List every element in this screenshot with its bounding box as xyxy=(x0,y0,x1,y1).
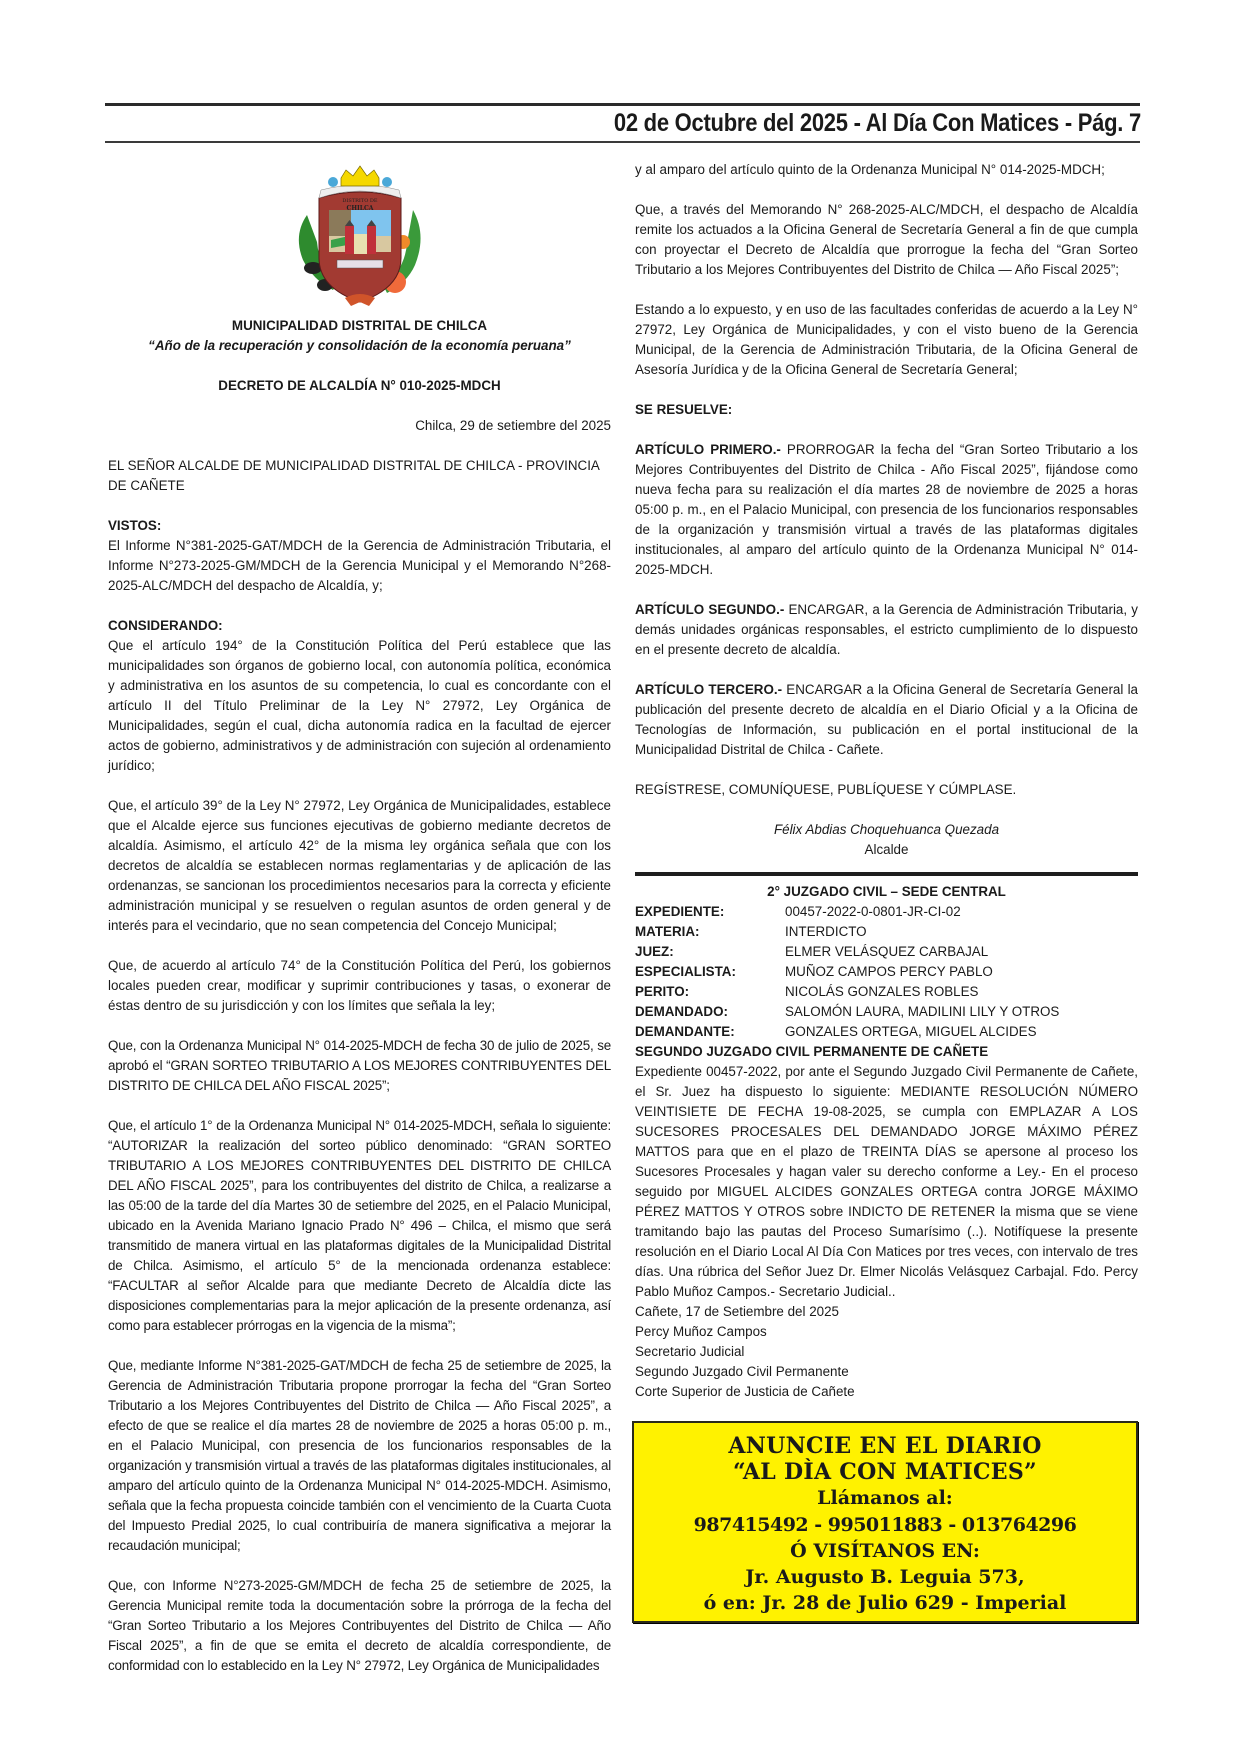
field-label: ESPECIALISTA: xyxy=(635,964,736,979)
year-motto: “Año de la recuperación y consolidación de la economía peruana” xyxy=(148,338,571,353)
ad-address-secondary: ó en: Jr. 28 de Julio 629 - Imperial xyxy=(703,1592,1067,1614)
estando-paragraph: Estando a lo expuesto, y en uso de las facultades conferidas de acuerdo a la Ley N° 27972, Ley Orgánica de Municipalidades, y con el visto bueno de la Gerencia Municipal, de la Gerencia de Administración Tributaria, de la Oficina General de Asesoría Jurídica y de la Oficina General de Secretaría General; xyxy=(635,302,1138,377)
court-field-row xyxy=(635,962,1138,982)
article-label: ARTÍCULO TERCERO.- xyxy=(635,682,783,697)
field-label: JUEZ: xyxy=(635,944,674,959)
court-closing-line: Cañete, 17 de Setiembre del 2025 xyxy=(635,1304,839,1319)
signatory-role: Alcalde xyxy=(864,842,909,857)
article-tercero xyxy=(635,680,1138,760)
court-title: 2° JUZGADO CIVIL – SEDE CENTRAL xyxy=(767,884,1006,899)
article-text: ENCARGAR, a la Gerencia de Administración Tributaria, y demás unidades orgánicas responsables, el estricto cumplimiento de lo dispuesto en el presente decreto de alcaldía. xyxy=(635,602,1138,657)
ad-call-label: Llámanos al: xyxy=(817,1487,953,1509)
field-value: NICOLÁS GONZALES ROBLES xyxy=(785,984,979,999)
decree-addressee: EL SEÑOR ALCALDE DE MUNICIPALIDAD DISTRITAL DE CHILCA - PROVINCIA DE CAÑETE xyxy=(108,458,600,493)
vistos-text: El Informe N°381-2025-GAT/MDCH de la Gerencia de Administración Tributaria, el Informe N°273-2025-GM/MDCH de la Gerencia Municipal y el Memorando N°268-2025-ALC/MDCH del despacho de Alcaldía, y; xyxy=(108,538,611,593)
svg-text:DISTRITO DE: DISTRITO DE xyxy=(341,198,378,204)
left-column xyxy=(108,160,611,1696)
court-field-row xyxy=(635,1002,1138,1022)
court-closing-line: Segundo Juzgado Civil Permanente xyxy=(635,1364,849,1379)
court-fields xyxy=(635,902,1138,1042)
ad-visit-label: Ó VISÍTANOS EN: xyxy=(790,1540,980,1562)
court-closing-line: Corte Superior de Justicia de Cañete xyxy=(635,1384,855,1399)
court-body: Expediente 00457-2022, por ante el Segundo Juzgado Civil Permanente de Cañete, el Sr. Juez ha dispuesto lo siguiente: MEDIANTE RESOLUCIÓN NÚMERO VEINTISIETE DE FECHA 19-08-2025, se cumpla con EMPLAZAR A LOS SUCESORES PROCESALES DEL DEMANDADO JORGE MÁXIMO PÉREZ MATTOS para que en el plazo de TREINTA DÍAS se apersone al proceso los Sucesores Procesales y hagan valer su derecho conforme a Ley.- En el proceso seguido por MIGUEL ALCIDES GONZALES ORTEGA contra JORGE MÁXIMO PÉREZ MATTOS Y OTROS sobre INDICTO DE RETENER la misma que se viene tramitando bajo las pautas del Proceso Sumarísimo (..). Notifíquese la presente resolución en el Diario Local Al Día Con Matices por tres veces, con intervalo de tres días. Una rúbrica del Señor Juez Dr. Elmer Nicolás Velásquez Carbajal. Fdo. Percy Pablo Muñoz Campos.- Secretario Judicial.. xyxy=(635,1064,1138,1299)
field-label: DEMANDADO: xyxy=(635,1004,728,1019)
court-subtitle: SEGUNDO JUZGADO CIVIL PERMANENTE DE CAÑETE xyxy=(635,1044,989,1059)
ad-address-primary: Jr. Augusto B. Leguia 573, xyxy=(745,1566,1025,1588)
vistos-heading: VISTOS: xyxy=(108,518,162,533)
article-text: ENCARGAR a la Oficina General de Secretaría General la publicación del presente decreto de alcaldía en el Diario Oficial y a la Oficina de Tecnologías de Información, su publicación en el portal institucional de la Municipalidad Distrital de Chilca - Cañete. xyxy=(635,682,1138,757)
field-value: ELMER VELÁSQUEZ CARBAJAL xyxy=(785,944,989,959)
court-field-row xyxy=(635,1022,1138,1042)
court-field-row xyxy=(635,942,1138,962)
header-bottom-rule xyxy=(105,141,1140,143)
memo-paragraph: Que, a través del Memorando N° 268-2025-ALC/MDCH, el despacho de Alcaldía remite los actuados a la Oficina General de Secretaría General a fin de que cumpla con proyectar el Decreto de Alcaldía que prorrogue la fecha del “Gran Sorteo Tributario a los Mejores Contribuyentes del Distrito de Chilca — Año Fiscal 2025”; xyxy=(635,202,1138,277)
considerando-paragraph: Que, el artículo 39° de la Ley N° 27972, Ley Orgánica de Municipalidades, establece que el Alcalde ejerce sus funciones ejecutivas de gobierno mediante decretos de alcaldía. Asimismo, el artículo 42° de la misma ley orgánica señala que con los decretos de alcaldía se establecen normas reglamentarias y de aplicación de las ordenanzas, se sancionan los procedimientos necesarios para la correcta y eficiente administración municipal y se resuelven o regulan asuntos de orden general y de interés para el vecindario, que no sean competencia del Concejo Municipal; xyxy=(108,798,611,933)
field-value: MUÑOZ CAMPOS PERCY PABLO xyxy=(785,964,993,979)
field-label: DEMANDANTE: xyxy=(635,1024,735,1039)
considerando-paragraph: Que, con Informe N°273-2025-GM/MDCH de fecha 25 de setiembre de 2025, la Gerencia Municipal remite toda la documentación sobre la prórroga de la fecha del “Gran Sorteo Tributario a los Mejores Contribuyentes del Distrito de Chilca — Año Fiscal 2025”, a fin de que se emita el decreto de alcaldía correspondiente, de conformidad con lo establecido en la Ley N° 27972, Ley Orgánica de Municipalidades xyxy=(108,1578,611,1673)
court-closing-line: Secretario Judicial xyxy=(635,1344,745,1359)
header-top-rule xyxy=(105,103,1140,106)
court-closing-line: Percy Muñoz Campos xyxy=(635,1324,767,1339)
field-label: MATERIA: xyxy=(635,924,700,939)
field-value: GONZALES ORTEGA, MIGUEL ALCIDES xyxy=(785,1024,1037,1039)
section-divider xyxy=(635,872,1138,876)
field-label: EXPEDIENTE: xyxy=(635,904,725,919)
considerando-paragraph: Que, mediante Informe N°381-2025-GAT/MDCH de fecha 25 de setiembre de 2025, la Gerencia de Administración Tributaria propone prorrogar la fecha del “Gran Sorteo Tributario a los Mejores Contribuyentes del Distrito de Chilca — Año Fiscal 2025”, a efecto de que se realice el día martes 28 de noviembre de 2025 a horas 05:00 p. m., en el Palacio Municipal, con presencia de los funcionarios responsables de la organización y transmisión virtual a través de las plataformas digitales institucionales, al amparo del artículo quinto de la Ordenanza Municipal N° 014-2025-MDCH. Asimismo, señala que la fecha propuesta coincide también con el vencimiento de la Cuarta Cuota del Impuesto Predial 2025, lo cual contribuiría de manera significativa a mejorar la recaudación municipal; xyxy=(108,1358,611,1553)
svg-text:CHILCA: CHILCA xyxy=(346,205,373,212)
field-value: INTERDICTO xyxy=(785,924,867,939)
article-label: ARTÍCULO PRIMERO.- xyxy=(635,442,781,457)
court-field-row xyxy=(635,902,1138,922)
considerando-heading: CONSIDERANDO: xyxy=(108,618,223,633)
organization-name: MUNICIPALIDAD DISTRITAL DE CHILCA xyxy=(231,318,488,333)
signatory-name: Félix Abdias Choquehuanca Quezada xyxy=(773,822,1000,837)
article-segundo xyxy=(635,600,1138,660)
considerando-paragraph: Que, con la Ordenanza Municipal N° 014-2025-MDCH de fecha 30 de julio de 2025, se aprobó el “GRAN SORTEO TRIBUTARIO A LOS MEJORES CONTRIBUYENTES DEL DISTRITO DE CHILCA DEL AÑO FISCAL 2025”; xyxy=(108,1038,611,1093)
article-primero xyxy=(635,440,1138,580)
article-label: ARTÍCULO SEGUNDO.- xyxy=(635,602,785,617)
decree-title: DECRETO DE ALCALDÍA N° 010-2025-MDCH xyxy=(218,378,501,393)
chilca-coat-of-arms-icon xyxy=(285,160,435,310)
page-header-title: 02 de Octubre del 2025 - Al Día Con Matices - Pág. 7 xyxy=(613,109,1141,137)
article-text: PRORROGAR la fecha del “Gran Sorteo Tributario a los Mejores Contribuyentes del Distrito de Chilca - Año Fiscal 2025”, fijándose como nueva fecha para su realización el día martes 28 de noviembre de 2025 a horas 05:00 p. m., en el Palacio Municipal, con presencia de los funcionarios responsables de la organización y transmisión virtual a través de las plataformas digitales institucionales, al amparo del artículo quinto de la Ordenanza Municipal N° 014-2025-MDCH. xyxy=(635,442,1138,577)
decree-date: Chilca, 29 de setiembre del 2025 xyxy=(415,418,611,433)
ad-headline: ANUNCIE EN EL DIARIO xyxy=(728,1433,1042,1459)
closing-formula: REGÍSTRESE, COMUNÍQUESE, PUBLÍQUESE Y CÚMPLASE. xyxy=(635,782,1017,797)
field-value: 00457-2022-0-0801-JR-CI-02 xyxy=(785,904,961,919)
court-field-row xyxy=(635,982,1138,1002)
continuation-text: y al amparo del artículo quinto de la Ordenanza Municipal N° 014-2025-MDCH; xyxy=(635,162,1105,177)
considerando-paragraph: Que el artículo 194° de la Constitución Política del Perú establece que las municipalidades son órganos de gobierno local, con autonomía política, económica y administrativa en los asuntos de su competencia, lo cual es concordante con el artículo II del Título Preliminar de la Ley N° 27972, Ley Orgánica de Municipalidades, según el cual, dicha autonomía radica en la facultad de ejercer actos de gobierno, administrativos y de administración con sujeción al ordenamiento jurídico; xyxy=(108,638,611,773)
advertisement-box xyxy=(632,1421,1138,1623)
field-value: SALOMÓN LAURA, MADILINI LILY Y OTROS xyxy=(785,1004,1060,1019)
resuelve-heading: SE RESUELVE: xyxy=(635,402,733,417)
considerando-paragraph: Que, de acuerdo al artículo 74° de la Constitución Política del Perú, los gobiernos locales pueden crear, modificar y suprimir contribuciones y tasas, o exonerar de éstas dentro de su jurisdicción y con los límites que señala la ley; xyxy=(108,958,611,1013)
ad-phone-numbers: 987415492 - 995011883 - 013764296 xyxy=(693,1514,1077,1536)
considerando-paragraph: Que, el artículo 1° de la Ordenanza Municipal N° 014-2025-MDCH, señala lo siguiente: “AUTORIZAR la realización del sorteo público denominado: “GRAN SORTEO TRIBUTARIO A LOS MEJORES CONTRIBUYENTES DEL DISTRITO DE CHILCA DEL AÑO FISCAL 2025”, para los contribuyentes del distrito de Chilca, a realizarse a las 05:00 de la tarde del día Martes 30 de setiembre del 2025, en el Palacio Municipal, ubicado en la Avenida Mariano Ignacio Prado N° 496 – Chilca, el mismo que será transmitido de manera virtual en las plataformas digitales de la Municipalidad Distrital de Chilca. Asimismo, el artículo 5° de la mencionada ordenanza establece: “FACULTAR al señor Alcalde para que mediante Decreto de Alcaldía dicte las disposiciones complementarias para la mejor aplicación de la presente ordenanza, así como para establecer prórrogas en la vigencia de la misma”; xyxy=(108,1118,611,1333)
court-field-row xyxy=(635,922,1138,942)
ad-newspaper-name: “AL DÌA CON MATICES” xyxy=(732,1459,1038,1485)
field-label: PERITO: xyxy=(635,984,690,999)
right-column xyxy=(635,160,1138,1402)
